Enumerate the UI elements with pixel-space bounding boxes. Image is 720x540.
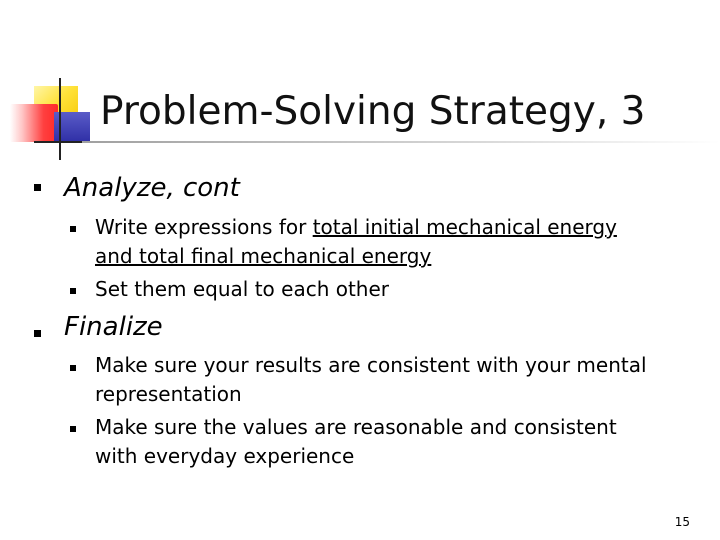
list-item-results-consistent: [95, 351, 695, 409]
slide-title: Problem-Solving Strategy, 3: [100, 89, 646, 134]
section-heading-analyze: Analyze, cont: [64, 173, 240, 203]
underlined-text: and total final mechanical energy: [95, 244, 432, 268]
list-item-text: Make sure the values are reasonable and consistent: [95, 415, 617, 439]
sub-bullet-square: [70, 226, 76, 232]
sub-bullet-square: [70, 288, 76, 294]
underlined-text: total initial mechanical energy: [312, 215, 617, 239]
list-item-text: Write expressions for: [95, 215, 313, 239]
section-heading-finalize: Finalize: [64, 312, 163, 342]
page-number: 15: [674, 515, 690, 529]
sub-bullet-square: [70, 365, 76, 371]
list-item-text: Make sure your results are consistent with your mental: [95, 353, 647, 377]
list-item-values-reasonable: [95, 413, 695, 471]
list-item-write-expressions: [95, 213, 695, 271]
logo-vertical-line: [59, 78, 61, 160]
list-item-set-equal: Set them equal to each other: [95, 277, 390, 301]
title-underline-rule: [82, 141, 720, 143]
list-item-text: representation: [95, 382, 242, 406]
sub-bullet-square: [70, 426, 76, 432]
list-item-text: with everyday experience: [95, 444, 355, 468]
decorative-logo: [0, 0, 110, 170]
bullet-square: [34, 184, 41, 191]
logo-red-square: [10, 104, 58, 142]
bullet-square: [34, 330, 41, 337]
